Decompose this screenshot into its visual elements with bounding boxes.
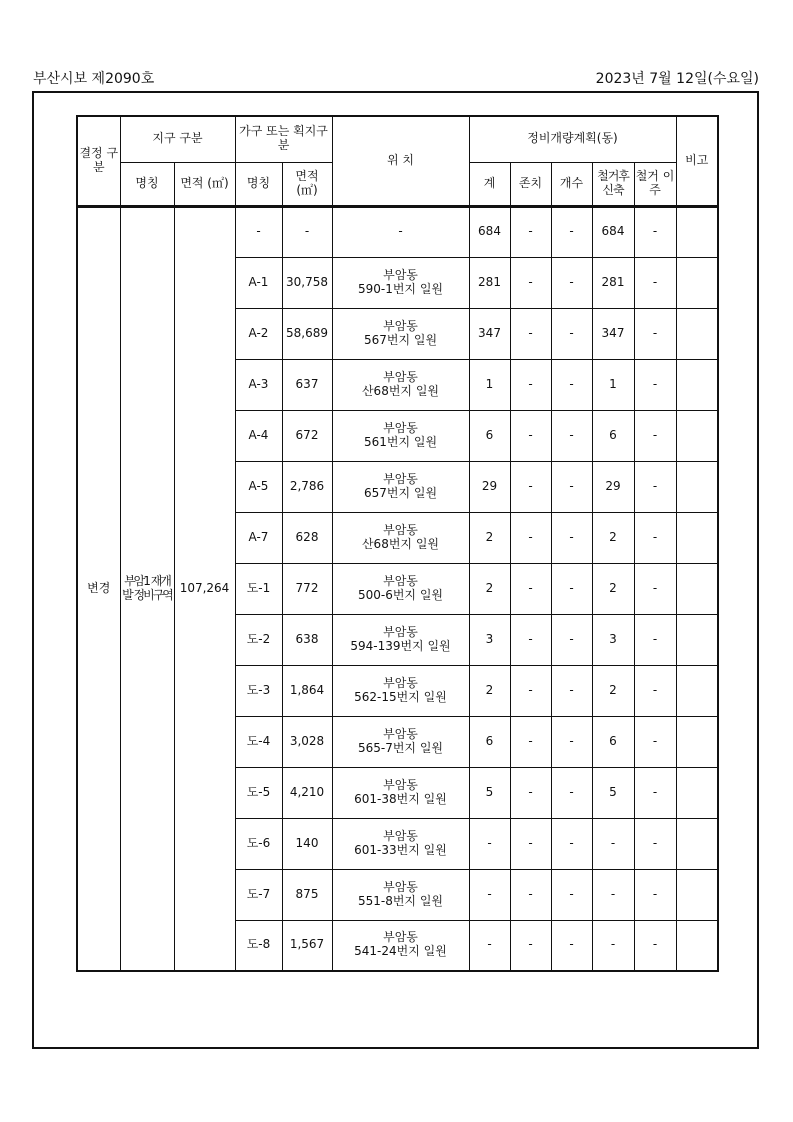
household-area-cell: 2,786 <box>282 461 332 512</box>
household-area-cell: 875 <box>282 869 332 920</box>
total-cell: - <box>469 818 510 869</box>
location-lot: 산68번지 일원 <box>361 536 440 551</box>
preserve-cell: - <box>510 359 551 410</box>
rebuild-cell: - <box>592 869 634 920</box>
relocate-cell: - <box>634 665 676 716</box>
household-name-cell: 도-3 <box>235 665 282 716</box>
household-name-cell: 도-7 <box>235 869 282 920</box>
rebuild-cell: - <box>592 920 634 971</box>
change-type-cell: 변경 <box>77 206 120 971</box>
preserve-cell: - <box>510 920 551 971</box>
total-cell: 6 <box>469 716 510 767</box>
location-district: 부암동 <box>383 624 418 639</box>
location-lot: 601-33번지 일원 <box>354 842 447 857</box>
location-lot: 565-7번지 일원 <box>357 740 444 755</box>
relocate-cell: - <box>634 767 676 818</box>
total-cell: 281 <box>469 257 510 308</box>
rebuild-cell: 6 <box>592 716 634 767</box>
location-district: 부암동 <box>383 828 418 843</box>
remarks-cell <box>676 869 718 920</box>
preserve-cell: - <box>510 410 551 461</box>
preserve-cell: - <box>510 869 551 920</box>
repair-cell: - <box>551 308 592 359</box>
header-district: 지구 구분 <box>120 116 235 162</box>
location-cell <box>332 818 469 869</box>
preserve-cell: - <box>510 665 551 716</box>
household-name-cell: 도-5 <box>235 767 282 818</box>
household-area-cell: 58,689 <box>282 308 332 359</box>
relocate-cell: - <box>634 359 676 410</box>
household-name-cell: A-7 <box>235 512 282 563</box>
relocate-cell: - <box>634 206 676 257</box>
location-lot: 500-6번지 일원 <box>357 587 444 602</box>
header-household-name: 명칭 <box>235 162 282 206</box>
repair-cell: - <box>551 665 592 716</box>
household-area-cell: 3,028 <box>282 716 332 767</box>
header-household-area: 면적 (㎡) <box>282 162 332 206</box>
location-district: 부암동 <box>383 471 418 486</box>
repair-cell: - <box>551 767 592 818</box>
rebuild-cell: 5 <box>592 767 634 818</box>
location-district: 부암동 <box>383 522 418 537</box>
preserve-cell: - <box>510 563 551 614</box>
location-district: 부암동 <box>383 420 418 435</box>
household-area-cell: 638 <box>282 614 332 665</box>
household-name-cell: 도-8 <box>235 920 282 971</box>
location-cell <box>332 410 469 461</box>
household-name-cell: 도-2 <box>235 614 282 665</box>
household-name-cell: A-3 <box>235 359 282 410</box>
relocate-cell: - <box>634 308 676 359</box>
preserve-cell: - <box>510 308 551 359</box>
repair-cell: - <box>551 359 592 410</box>
relocate-cell: - <box>634 818 676 869</box>
remarks-cell <box>676 512 718 563</box>
repair-cell: - <box>551 869 592 920</box>
household-area-cell: 672 <box>282 410 332 461</box>
location-district: 부암동 <box>383 318 418 333</box>
total-cell: 29 <box>469 461 510 512</box>
location-lot: 590-1번지 일원 <box>357 281 444 296</box>
district-name-cell: 부암1 재개발 정비구역 <box>120 206 174 971</box>
location-district: 부암동 <box>383 930 418 945</box>
rebuild-cell: 1 <box>592 359 634 410</box>
preserve-cell: - <box>510 512 551 563</box>
total-cell: 2 <box>469 665 510 716</box>
location-district: - <box>398 224 403 239</box>
repair-cell: - <box>551 818 592 869</box>
household-name-cell: A-5 <box>235 461 282 512</box>
remarks-cell <box>676 461 718 512</box>
household-area-cell: 772 <box>282 563 332 614</box>
location-lot: 657번지 일원 <box>363 485 438 500</box>
header-change-type: 결정 구분 <box>77 116 120 206</box>
household-area-cell: 30,758 <box>282 257 332 308</box>
location-lot: 산68번지 일원 <box>361 383 440 398</box>
header-household: 가구 또는 획지구분 <box>235 116 332 162</box>
household-area-cell: 637 <box>282 359 332 410</box>
location-lot: 601-38번지 일원 <box>354 791 447 806</box>
location-lot: 561번지 일원 <box>363 434 438 449</box>
location-lot: 594-139번지 일원 <box>350 638 451 653</box>
rebuild-cell: - <box>592 818 634 869</box>
location-cell <box>332 461 469 512</box>
household-area-cell: - <box>282 206 332 257</box>
header-district-area: 면적 (㎡) <box>174 162 235 206</box>
household-name-cell: 도-6 <box>235 818 282 869</box>
preserve-cell: - <box>510 206 551 257</box>
remarks-cell <box>676 206 718 257</box>
repair-cell: - <box>551 461 592 512</box>
total-cell: 347 <box>469 308 510 359</box>
location-cell <box>332 308 469 359</box>
preserve-cell: - <box>510 716 551 767</box>
remarks-cell <box>676 665 718 716</box>
remarks-cell <box>676 410 718 461</box>
total-cell: 2 <box>469 512 510 563</box>
total-cell: - <box>469 869 510 920</box>
remarks-cell <box>676 920 718 971</box>
location-lot: 567번지 일원 <box>363 332 438 347</box>
location-lot: 562-15번지 일원 <box>354 689 447 704</box>
repair-cell: - <box>551 257 592 308</box>
header-plan: 정비개량계획(동) <box>469 116 676 162</box>
household-name-cell: 도-4 <box>235 716 282 767</box>
relocate-cell: - <box>634 563 676 614</box>
location-lot: 541-24번지 일원 <box>354 944 447 959</box>
location-cell <box>332 257 469 308</box>
household-name-cell: A-4 <box>235 410 282 461</box>
household-name-cell: A-2 <box>235 308 282 359</box>
total-cell: 1 <box>469 359 510 410</box>
household-area-cell: 1,864 <box>282 665 332 716</box>
header-preserve: 존치 <box>510 162 551 206</box>
header-relocate: 철거 이주 <box>634 162 676 206</box>
relocate-cell: - <box>634 257 676 308</box>
preserve-cell: - <box>510 461 551 512</box>
household-area-cell: 628 <box>282 512 332 563</box>
location-district: 부암동 <box>383 573 418 588</box>
location-district: 부암동 <box>383 879 418 894</box>
remarks-cell <box>676 767 718 818</box>
location-cell <box>332 359 469 410</box>
header-location: 위 치 <box>332 116 469 206</box>
total-cell: 684 <box>469 206 510 257</box>
preserve-cell: - <box>510 257 551 308</box>
location-district: 부암동 <box>383 267 418 282</box>
table-row <box>77 206 718 257</box>
relocate-cell: - <box>634 920 676 971</box>
total-cell: 6 <box>469 410 510 461</box>
location-lot: 551-8번지 일원 <box>357 893 444 908</box>
repair-cell: - <box>551 716 592 767</box>
repair-cell: - <box>551 920 592 971</box>
remarks-cell <box>676 359 718 410</box>
remarks-cell <box>676 716 718 767</box>
remarks-cell <box>676 563 718 614</box>
publication-date: 2023년 7월 12일(수요일) <box>595 71 759 87</box>
relocate-cell: - <box>634 512 676 563</box>
rebuild-cell: 281 <box>592 257 634 308</box>
remarks-cell <box>676 257 718 308</box>
location-district: 부암동 <box>383 369 418 384</box>
location-district: 부암동 <box>383 726 418 741</box>
total-cell: 5 <box>469 767 510 818</box>
location-cell <box>332 614 469 665</box>
relocate-cell: - <box>634 869 676 920</box>
remarks-cell <box>676 614 718 665</box>
relocate-cell: - <box>634 410 676 461</box>
publication-title: 부산시보 제2090호 <box>33 71 155 87</box>
rebuild-cell: 3 <box>592 614 634 665</box>
location-cell <box>332 512 469 563</box>
total-cell: 2 <box>469 563 510 614</box>
preserve-cell: - <box>510 614 551 665</box>
location-cell <box>332 206 469 257</box>
header-district-name: 명칭 <box>120 162 174 206</box>
remarks-cell <box>676 308 718 359</box>
relocate-cell: - <box>634 614 676 665</box>
rebuild-cell: 347 <box>592 308 634 359</box>
rebuild-cell: 2 <box>592 665 634 716</box>
header-total: 계 <box>469 162 510 206</box>
location-cell <box>332 716 469 767</box>
table-body <box>77 206 718 971</box>
repair-cell: - <box>551 614 592 665</box>
header-remarks: 비고 <box>676 116 718 206</box>
location-district: 부암동 <box>383 675 418 690</box>
preserve-cell: - <box>510 767 551 818</box>
rebuild-cell: 6 <box>592 410 634 461</box>
location-cell <box>332 920 469 971</box>
rebuild-cell: 684 <box>592 206 634 257</box>
total-cell: 3 <box>469 614 510 665</box>
relocate-cell: - <box>634 716 676 767</box>
location-cell <box>332 767 469 818</box>
household-area-cell: 1,567 <box>282 920 332 971</box>
repair-cell: - <box>551 206 592 257</box>
rebuild-cell: 2 <box>592 563 634 614</box>
header-rebuild: 철거후 신축 <box>592 162 634 206</box>
relocate-cell: - <box>634 461 676 512</box>
household-area-cell: 4,210 <box>282 767 332 818</box>
header-repair: 개수 <box>551 162 592 206</box>
location-district: 부암동 <box>383 777 418 792</box>
rebuild-cell: 29 <box>592 461 634 512</box>
remarks-cell <box>676 818 718 869</box>
repair-cell: - <box>551 512 592 563</box>
repair-cell: - <box>551 410 592 461</box>
location-cell <box>332 665 469 716</box>
household-name-cell: - <box>235 206 282 257</box>
location-cell <box>332 563 469 614</box>
total-cell: - <box>469 920 510 971</box>
location-cell <box>332 869 469 920</box>
district-area-cell: 107,264 <box>174 206 235 971</box>
household-area-cell: 140 <box>282 818 332 869</box>
preserve-cell: - <box>510 818 551 869</box>
household-name-cell: 도-1 <box>235 563 282 614</box>
renewal-plan-table <box>76 115 719 972</box>
rebuild-cell: 2 <box>592 512 634 563</box>
household-name-cell: A-1 <box>235 257 282 308</box>
repair-cell: - <box>551 563 592 614</box>
